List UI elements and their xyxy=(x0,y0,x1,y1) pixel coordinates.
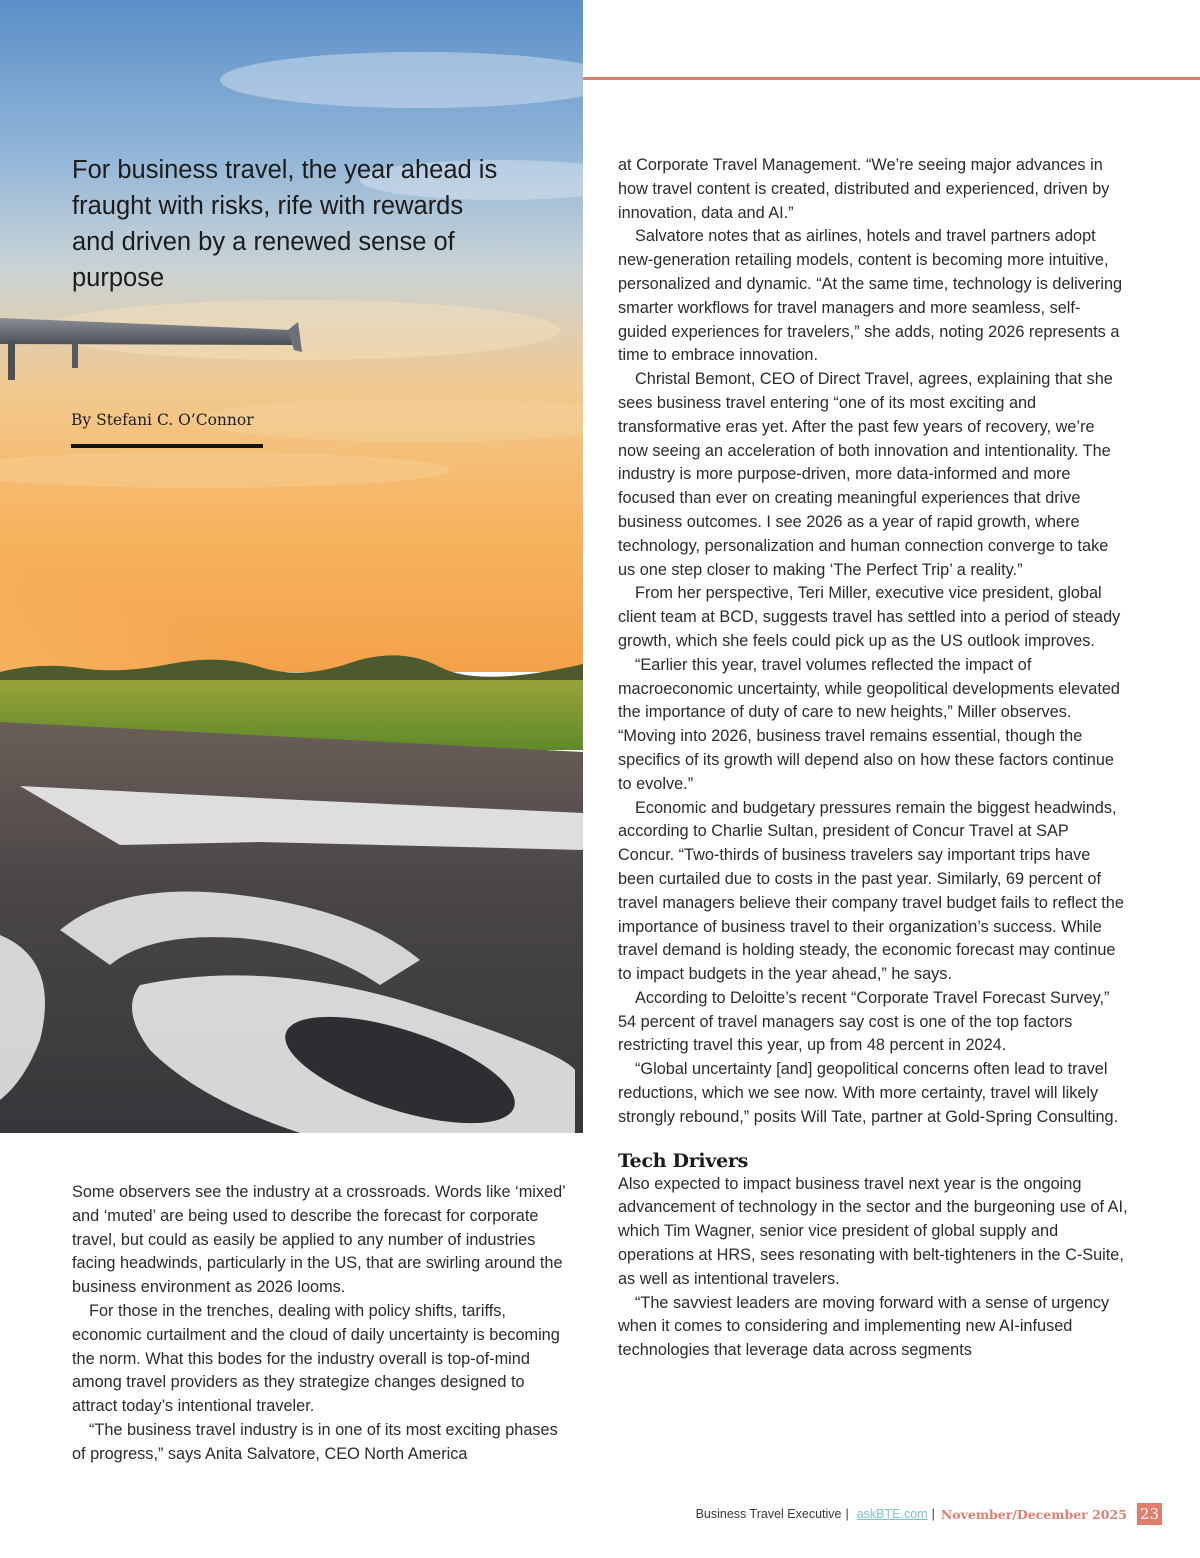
publication-name: Business Travel Executive xyxy=(695,1507,842,1521)
body-paragraph: “Earlier this year, travel volumes reflected the impact of macroeconomic uncertainty, while geopolitical developments elevated the importance of duty of care to new heights,” Miller observes. “Moving into 2026, business travel remains essential, though the specifics of its growth will depend also on how these factors continue to evolve.” xyxy=(618,655,1120,793)
issue-date: November/December 2025 xyxy=(940,1506,1127,1522)
body-paragraph: Economic and budgetary pressures remain the biggest headwinds, according to Charlie Sultan, president of Concur Travel at SAP Concur. “Two-thirds of business travelers say important trips have been curtailed due to costs in the past year. Similarly, 69 percent of travel managers believe their company travel budget fails to reflect the importance of business travel to their organization’s success. While travel demand is holding steady, the economic forecast may continue to impact budgets in the year ahead,” he says. xyxy=(618,798,1124,984)
right-column xyxy=(618,154,1128,1363)
footer-separator: | xyxy=(931,1507,935,1521)
body-paragraph: Salvatore notes that as airlines, hotels and travel partners adopt new-generation retailing models, content is becoming more intuitive, personalized and dynamic. “At the same time, technology is delivering smarter workflows for travel managers and more seamless, self-guided experiences for travelers,” she adds, noting 2026 represents a time to embrace innovation. xyxy=(618,227,1123,365)
header-accent-rule xyxy=(583,77,1200,80)
section-heading: Tech Drivers xyxy=(618,1149,748,1172)
hero-photo xyxy=(0,0,583,1133)
byline-underline xyxy=(71,444,263,448)
body-paragraph: at Corporate Travel Management. “We’re seeing major advances in how travel content is created, distributed and experienced, driven by innovation, data and AI.” xyxy=(618,156,1110,222)
body-paragraph: “Global uncertainty [and] geopolitical concerns often lead to travel reductions, which we see now. With more certainty, travel will likely strongly rebound,” posits Will Tate, partner at Gold-Spring Consulting. xyxy=(618,1060,1119,1126)
website-link[interactable]: askBTE.com xyxy=(856,1507,928,1521)
body-paragraph: “The savviest leaders are moving forward with a sense of urgency when it comes to considering and implementing new AI-infused technologies that leverage data across segments xyxy=(618,1293,1110,1360)
page-number: 23 xyxy=(1137,1503,1162,1525)
page-footer xyxy=(696,1503,1162,1525)
body-paragraph: Some observers see the industry at a crossroads. Words like ‘mixed’ and ‘muted’ are being used to describe the forecast for corporate travel, but could as easily be applied to any number of industries facing headwinds, particularly in the US, that are swirling around the business environment as 2026 looms. xyxy=(72,1183,566,1297)
body-paragraph: According to Deloitte’s recent “Corporate Travel Forecast Survey,” 54 percent of travel managers say cost is one of the top factors restricting travel this year, up from 48 percent in 2024. xyxy=(618,988,1110,1055)
left-column xyxy=(72,1181,566,1467)
byline: By Stefani C. O’Connor xyxy=(71,411,254,429)
body-paragraph: From her perspective, Teri Miller, executive vice president, global client team at BCD, suggests travel has settled into a period of steady growth, which she feels could pick up as the US outlook improves. xyxy=(618,584,1121,650)
body-paragraph: Christal Bemont, CEO of Direct Travel, agrees, explaining that she sees business travel entering “one of its most exciting and transformative eras yet. After the past few years of recovery, we’re now seeing an acceleration of both innovation and intentionality. The industry is more purpose-driven, more data-informed and more focused than ever on creating meaningful experiences that drive business outcomes. I see 2026 as a year of rapid growth, where technology, personalization and human connection converge to take us one step closer to making ‘The Perfect Trip’ a reality.” xyxy=(618,370,1113,579)
body-paragraph: For those in the trenches, dealing with policy shifts, tariffs, economic curtailment and the cloud of daily uncertainty is becoming the norm. What this bodes for the industry overall is top-of-mind among travel providers as they strategize changes designed to attract today’s intentional traveler. xyxy=(72,1301,560,1416)
body-paragraph: Also expected to impact business travel next year is the ongoing advancement of technology in the sector and the burgeoning use of AI, which Tim Wagner, senior vice president of global supply and operations at HRS, sees resonating with belt-tighteners in the C-Suite, as well as intentional travelers. xyxy=(618,1174,1128,1288)
footer-separator: | xyxy=(845,1507,849,1521)
article-deck: For business travel, the year ahead is fraught with risks, rife with rewards and driven by a renewed sense of purpose xyxy=(72,156,498,292)
body-paragraph: “The business travel industry is in one of its most exciting phases of progress,” says Anita Salvatore, CEO North America xyxy=(72,1420,558,1463)
